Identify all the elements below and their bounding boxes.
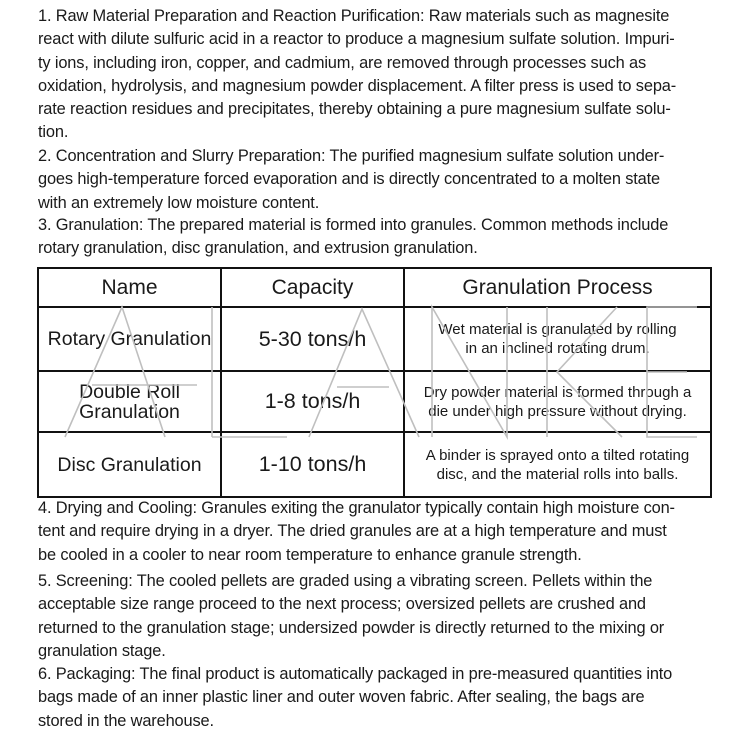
process-line: A binder is sprayed onto a tilted rotating xyxy=(425,446,690,464)
process-description-cell xyxy=(404,307,711,371)
process-line: Wet material is granulated by rolling xyxy=(438,321,677,338)
paragraph-concentration xyxy=(38,145,718,215)
text-line: react with dilute sulfuric acid in a reactor to produce a magnesium sulfate solution. Impuri- xyxy=(38,30,675,49)
text-line: bags made of an inner plastic liner and outer woven fabric. After sealing, the bags are xyxy=(38,688,645,707)
text-line: 4. Drying and Cooling: Granules exiting the granulator typically contain high moisture con- xyxy=(38,499,675,517)
paragraph-granulation xyxy=(38,214,718,261)
process-line: disc, and the material rolls into balls. xyxy=(436,465,679,483)
paragraph-screening xyxy=(38,570,718,663)
method-name-cell xyxy=(38,307,221,371)
table-row xyxy=(38,307,711,371)
text-line: be cooled in a cooler to near room temperature to enhance granule strength. xyxy=(38,545,582,564)
text-line: 2. Concentration and Slurry Preparation: The purified magnesium sulfate solution under- xyxy=(38,147,665,165)
method-name-cell xyxy=(38,432,221,497)
text-line: ty ions, including iron, copper, and cadmium, are removed through processes such as xyxy=(38,53,646,72)
text-line: with an extremely low moisture content. xyxy=(38,193,320,212)
capacity-cell: 5-30 tons/h xyxy=(221,307,404,371)
text-line: tent and require drying in a dryer. The dried granules are at a high temperature and must xyxy=(38,522,667,541)
table-row xyxy=(38,371,711,432)
header-granulation-process: Granulation Process xyxy=(404,268,711,307)
process-line: in an inclined rotating drum. xyxy=(465,340,650,357)
table-header-row xyxy=(38,268,711,307)
text-line: 5. Screening: The cooled pellets are graded using a vibrating screen. Pellets within the xyxy=(38,572,653,590)
process-description-cell xyxy=(404,432,711,497)
header-capacity: Capacity xyxy=(221,268,404,307)
process-description-cell xyxy=(404,371,711,432)
text-line: 3. Granulation: The prepared material is formed into granules. Common methods include xyxy=(38,216,669,234)
text-line: goes high-temperature forced evaporation and is directly concentrated to a molten state xyxy=(38,170,660,189)
granulation-methods-table xyxy=(37,267,712,498)
method-name: Double Roll xyxy=(79,380,180,403)
text-line: acceptable size range proceed to the next process; oversized pellets are crushed and xyxy=(38,595,646,614)
text-line: tion. xyxy=(38,123,69,142)
method-name: Granulation xyxy=(79,400,180,423)
method-name: Disc Granulation xyxy=(57,453,202,476)
text-line: rate reaction residues and precipitates, thereby obtaining a pure magnesium sulfate solu- xyxy=(38,100,671,119)
text-line: 1. Raw Material Preparation and Reaction Purification: Raw materials such as magnesite xyxy=(38,7,670,25)
text-line: rotary granulation, disc granulation, and extrusion granulation. xyxy=(38,239,478,258)
capacity-cell: 1-10 tons/h xyxy=(221,432,404,497)
method-name: Rotary Granulation xyxy=(47,328,212,350)
paragraph-raw-material-preparation xyxy=(38,5,718,145)
text-line: stored in the warehouse. xyxy=(38,711,214,730)
process-line: Dry powder material is formed through a xyxy=(423,383,692,401)
text-line: returned to the granulation stage; undersized powder is directly returned to the mixing or xyxy=(38,618,665,637)
method-name-cell xyxy=(38,371,221,432)
header-name: Name xyxy=(38,268,221,307)
table-row xyxy=(38,432,711,497)
capacity-cell: 1-8 tons/h xyxy=(221,371,404,432)
paragraph-packaging xyxy=(38,663,718,733)
text-line: oxidation, hydrolysis, and magnesium powder displacement. A filter press is used to sepa- xyxy=(38,76,677,95)
paragraph-drying-cooling xyxy=(38,497,718,567)
text-line: 6. Packaging: The final product is automatically packaged in pre-measured quantities into xyxy=(38,665,673,683)
process-line: die under high pressure without drying. xyxy=(428,402,687,420)
text-line: granulation stage. xyxy=(38,641,166,660)
